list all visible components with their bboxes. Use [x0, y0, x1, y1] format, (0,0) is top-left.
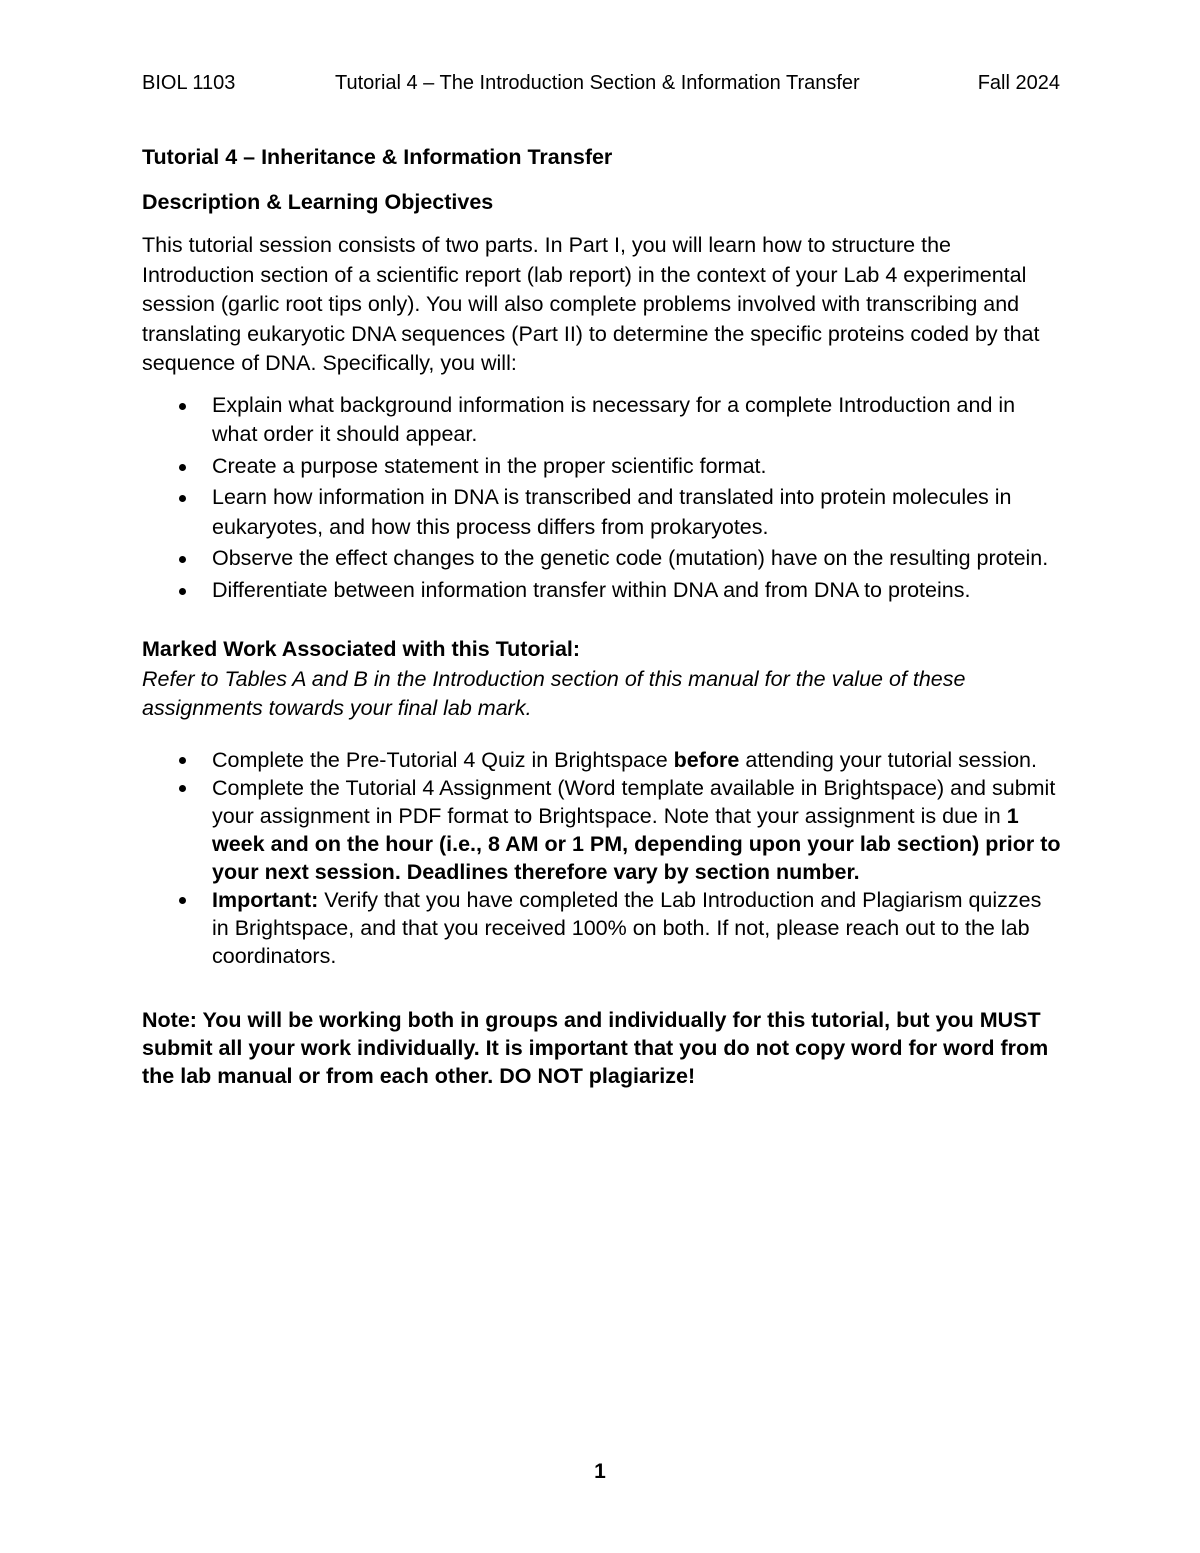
header-title: Tutorial 4 – The Introduction Section & Information Transfer	[335, 72, 860, 94]
list-item-text: Explain what background information is necessary for a complete Introduction and in what order it should appear.	[212, 392, 1016, 446]
list-item-text: Create a purpose statement in the proper scientific format.	[212, 453, 767, 478]
bullet-icon	[179, 588, 186, 595]
list-item	[142, 483, 1062, 542]
list-item	[142, 391, 1062, 450]
header-course: BIOL 1103	[142, 72, 236, 94]
bullet-icon	[179, 556, 186, 563]
item1-post: attending your tutorial session.	[739, 747, 1037, 772]
bullet-icon	[179, 403, 186, 410]
item3-bold: Important:	[212, 887, 319, 912]
marked-work-note: Refer to Tables A and B in the Introduction section of this manual for the value of these assignments towards your final lab mark.	[142, 666, 966, 720]
list-item	[142, 544, 1062, 574]
list-item	[142, 886, 1062, 970]
objectives-intro: This tutorial session consists of two parts. In Part I, you will learn how to structure the Introduction section of a scientific report (lab report) in the context of your Lab 4 experimental session (garlic root tips only). You will also complete problems involved with transcribing and translating eukaryotic DNA sequences (Part II) to determine the specific proteins coded by that sequence of DNA. Specifically, you will:	[142, 233, 1040, 375]
document-title: Tutorial 4 – Inheritance & Information Transfer	[142, 145, 613, 169]
document-body	[142, 143, 1062, 1090]
list-item	[142, 774, 1062, 886]
list-item-text: Observe the effect changes to the genetic code (mutation) have on the resulting protein.	[212, 546, 1049, 570]
header-term: Fall 2024	[977, 72, 1060, 94]
bullet-icon	[179, 495, 186, 502]
item1-pre: Complete the Pre-Tutorial 4 Quiz in Brightspace	[212, 747, 674, 772]
list-item-text: Differentiate between information transfer within DNA and from DNA to proteins.	[212, 577, 971, 602]
objectives-list	[142, 391, 1062, 606]
objectives-heading: Description & Learning Objectives	[142, 189, 494, 214]
bullet-icon	[179, 464, 186, 471]
item1-bold: before	[673, 747, 740, 772]
page-number: 1	[594, 1460, 606, 1483]
marked-work-list	[142, 746, 1062, 970]
final-note: Note: You will be working both in groups and individually for this tutorial, but you MUST submit all your work individually. It is important that you do not copy word for word from the lab manual or from each other. DO NOT plagiarize!	[142, 1007, 1049, 1088]
item3-post: Verify that you have completed the Lab Introduction and Plagiarism quizzes in Brightspace, and that you received 100% on both. If not, please reach out to the lab coordinators.	[212, 887, 1042, 968]
bullet-icon	[179, 757, 186, 764]
item2-bold: 1 week and on the hour (i.e., 8 AM or 1 PM, depending upon your lab section) prior to your next session. Deadlines therefore vary by section number.	[212, 803, 1061, 884]
list-item	[142, 746, 1062, 774]
running-header	[142, 72, 1060, 98]
bullet-icon	[179, 897, 186, 904]
marked-work-heading: Marked Work Associated with this Tutorial:	[142, 637, 581, 661]
bullet-icon	[179, 785, 186, 792]
list-item	[142, 576, 1062, 606]
item2-pre: Complete the Tutorial 4 Assignment (Word template available in Brightspace) and submit your assignment in PDF format to Brightspace. Note that your assignment is due in	[212, 775, 1056, 828]
list-item-text: Learn how information in DNA is transcribed and translated into protein molecules in eukaryotes, and how this process differs from prokaryotes.	[212, 485, 1012, 539]
list-item	[142, 452, 1062, 482]
